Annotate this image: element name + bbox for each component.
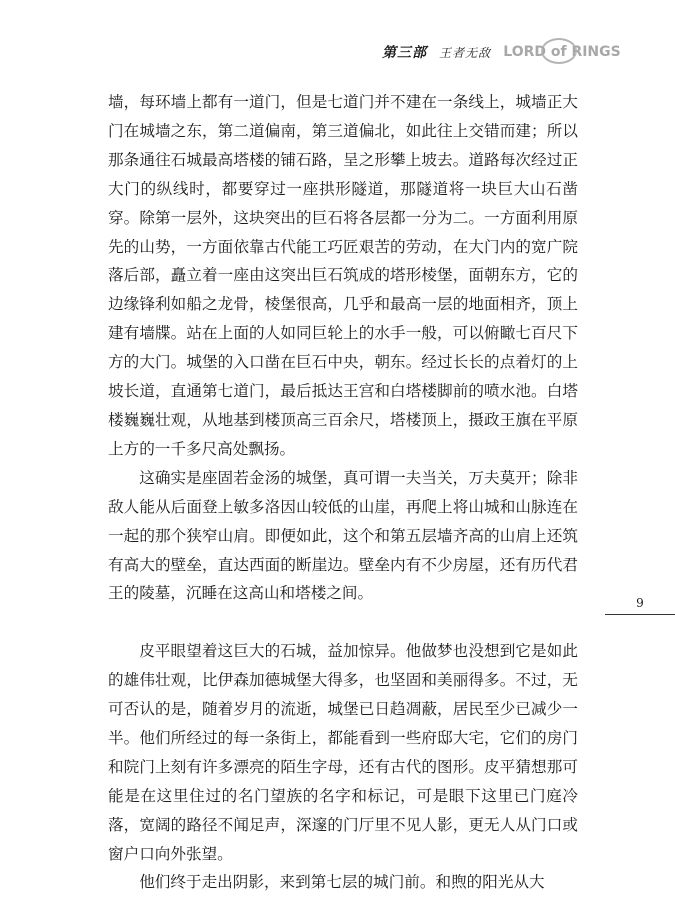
page-number-rule — [605, 614, 675, 615]
section-gap — [108, 608, 578, 637]
header-part-label: 第三部 — [381, 45, 427, 61]
page-number: 9 — [636, 596, 644, 610]
paragraph-4: 他们终于走出阴影，来到第七层的城门前。和煦的阳光从大 — [139, 873, 545, 892]
body-text — [108, 88, 578, 897]
lord-of-the-rings-logo — [503, 37, 621, 67]
paragraph-2: 这确实是座固若金汤的城堡，真可谓一夫当关，万夫莫开；除非敌人能从后面登上敏多洛因山较低的山崖，再爬上将山城和山脉连在一起的那个狭窄山肩。即便如此，这个和第五层墙齐高的山肩上还筑有高大的壁垒，直达西面的断崖边。壁垒内有不少房屋，还有历代君王的陵墓，沉睡在这高山和塔楼之间。 — [108, 468, 578, 603]
logo-text: LORD of RINGS — [503, 44, 621, 60]
paragraph-1: 墙，每环墙上都有一道门，但是七道门并不建在一条线上，城墙正大门在城墙之东，第二道偏南，第三道偏北，如此往上交错而建；所以那条通往石城最高塔楼的铺石路，呈之形攀上坡去。道路每次经过正大门的纵线时，都要穿过一座拱形隧道，那隧道将一块巨大山石凿穿。除第一层外，这块突出的巨石将各层都一分为二。一方面利用原先的山势，一方面依靠古代能工巧匠艰苦的劳动，在大门内的宽广院落后部，矗立着一座由这突出巨石筑成的塔形棱堡，面朝东方，它的边缘锋利如船之龙骨，棱堡很高，几乎和最高一层的地面相齐，顶上建有墙牒。站在上面的人如同巨轮上的水手一般，可以俯瞰七百尺下方的大门。城堡的入口凿在巨石中央，朝东。经过长长的点着灯的上坡长道，直通第七道门，最后抵达王宫和白塔楼脚前的喷水池。白塔楼巍巍壮观，从地基到楼顶高三百余尺，塔楼顶上，摄政王旗在平原上方的一千多尺高处飘扬。 — [108, 93, 578, 458]
paragraph-3: 皮平眼望着这巨大的石城，益加惊异。他做梦也没想到它是如此的雄伟壮观，比伊森加德城堡大得多，也坚固和美丽得多。不过，无可否认的是，随着岁月的流逝，城堡已日趋凋蔽，居民至少已减少一半。他们所经过的每一条街上，都能看到一些府邸大宅，它们的房门和院门上刻有许多漂亮的陌生字母，还有古代的图形。皮平猜想那可能是在这里住过的名门望族的名字和标记，可是眼下这里已门庭冷落，宽阔的路径不闻足声，深邃的门厅里不见人影，更无人从门口或窗户口向外张望。 — [108, 642, 578, 863]
running-header — [382, 36, 621, 68]
header-book-title: 王者无敌 — [438, 45, 491, 60]
page-number-block — [605, 596, 675, 615]
